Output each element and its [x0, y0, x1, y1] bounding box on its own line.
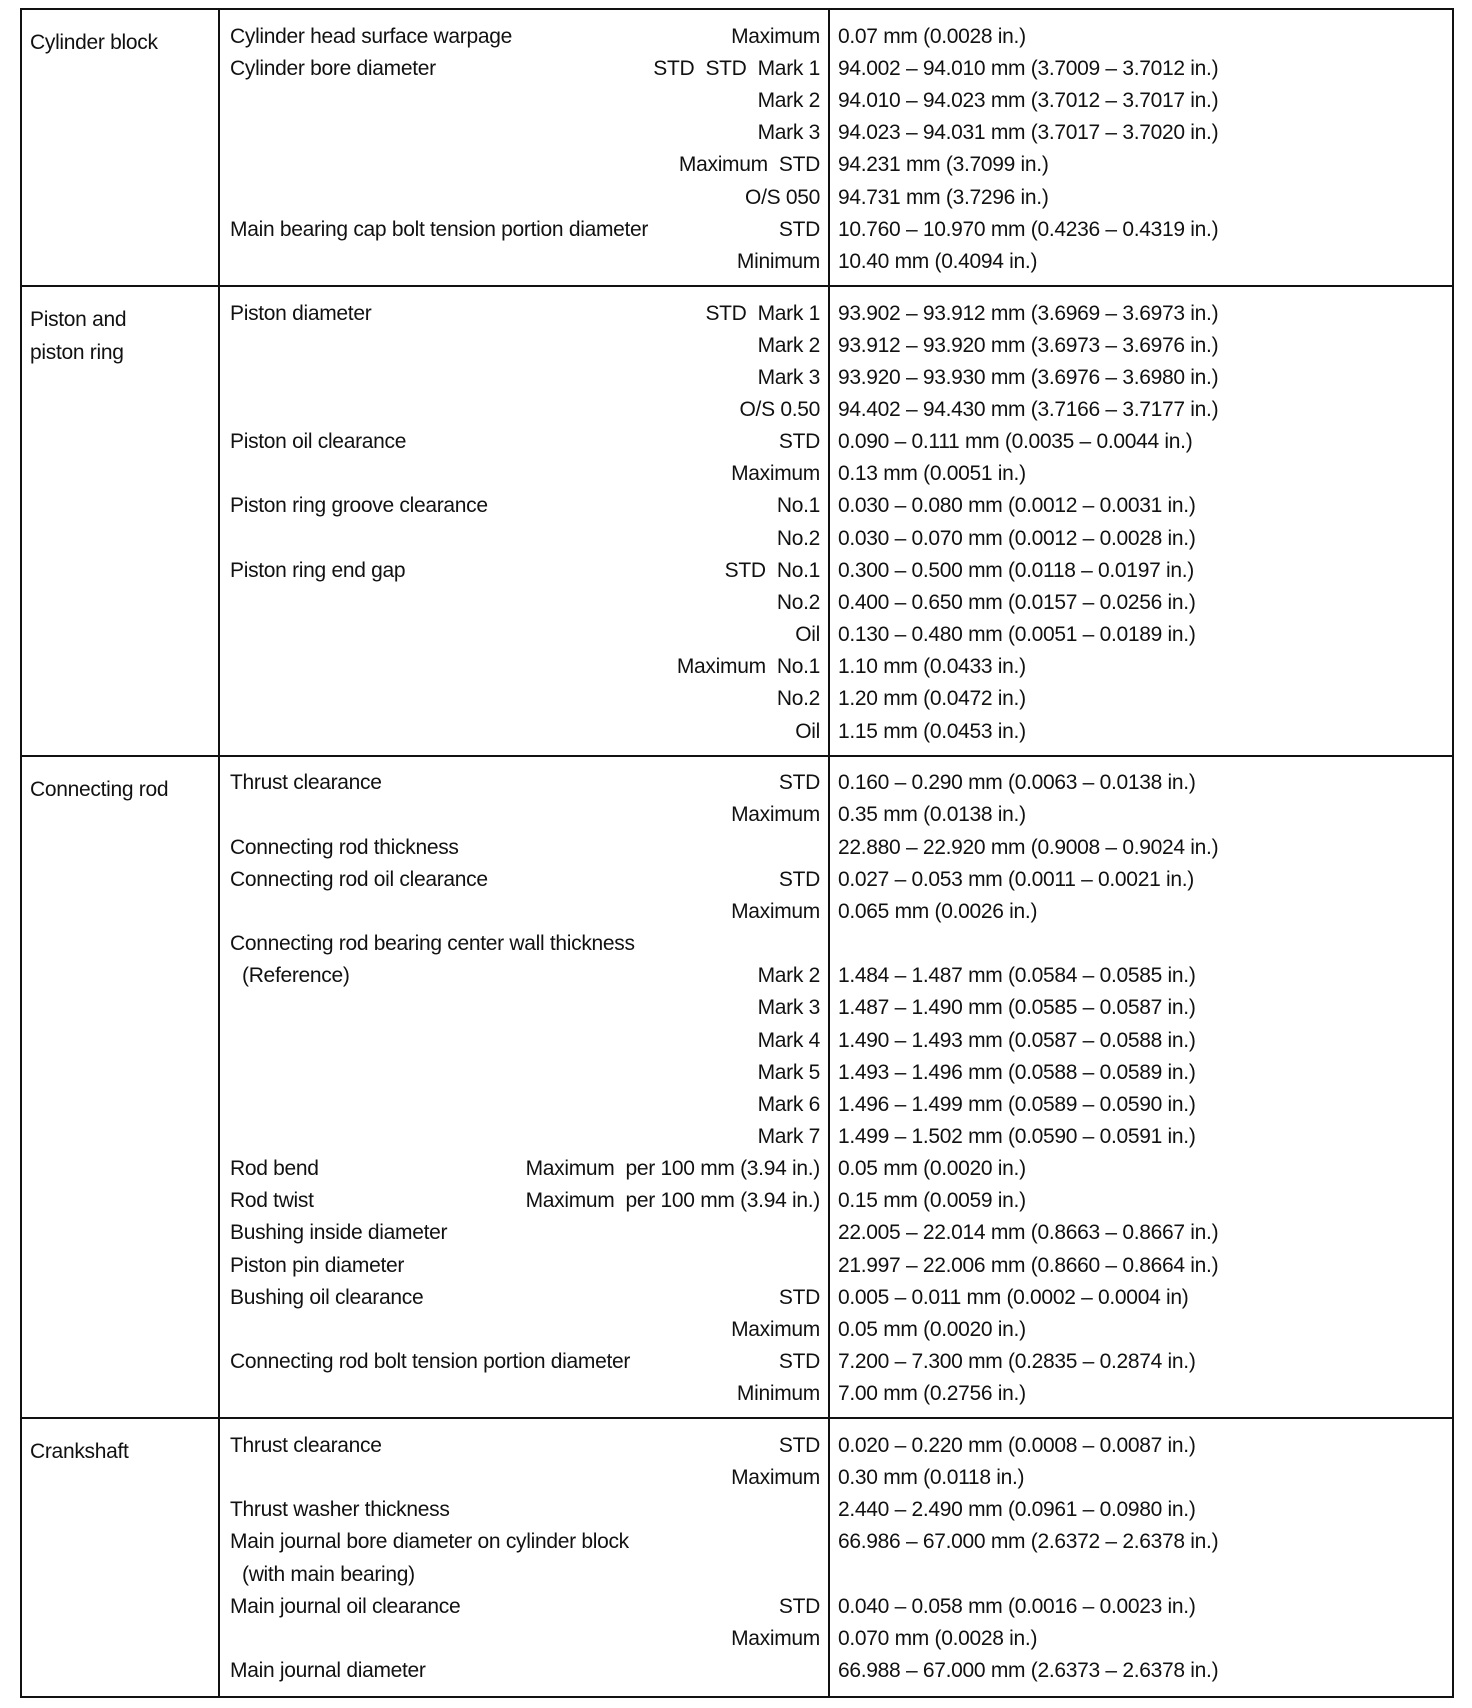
spec-row [220, 618, 828, 651]
item-qualifier: Oil [795, 623, 820, 647]
value-row [830, 1345, 1452, 1378]
value-row [830, 1056, 1452, 1089]
spec-value: 1.490 – 1.493 mm (0.0587 – 0.0588 in.) [838, 1028, 1196, 1052]
item-qualifier: Mark 3 [757, 365, 820, 389]
item-qualifier: Mark 7 [757, 1124, 820, 1148]
item-name: Piston pin diameter [230, 1253, 405, 1277]
spec-row [220, 213, 828, 246]
item-name: Piston diameter [230, 301, 372, 325]
spec-value: 94.023 – 94.031 mm (3.7017 – 3.7020 in.) [838, 121, 1219, 145]
value-row [830, 116, 1452, 149]
item-qualifier: Maximum [731, 803, 820, 827]
item-name: Cylinder bore diameter [230, 56, 436, 80]
spec-value: 94.231 mm (3.7099 in.) [838, 153, 1049, 177]
spec-value: 1.499 – 1.502 mm (0.0590 – 0.0591 in.) [838, 1124, 1196, 1148]
category-cell [22, 1419, 220, 1696]
value-row [830, 297, 1452, 330]
value-row [830, 682, 1452, 715]
value-row [830, 554, 1452, 587]
value-row [830, 1377, 1452, 1410]
spec-row [220, 895, 828, 928]
value-row [830, 1249, 1452, 1282]
spec-value: 0.30 mm (0.0118 in.) [838, 1466, 1025, 1490]
spec-row [220, 1622, 828, 1655]
spec-value: 2.440 – 2.490 mm (0.0961 – 0.0980 in.) [838, 1498, 1196, 1522]
spec-row [220, 425, 828, 458]
spec-row [220, 1152, 828, 1185]
spec-section [22, 1419, 1452, 1696]
spec-value: 10.40 mm (0.4094 in.) [838, 249, 1038, 273]
value-row [830, 715, 1452, 748]
item-cell [220, 10, 830, 285]
value-row [830, 393, 1452, 426]
item-qualifier: STD [778, 217, 820, 241]
spec-value: 0.040 – 0.058 mm (0.0016 – 0.0023 in.) [838, 1594, 1196, 1618]
spec-row [220, 991, 828, 1024]
spec-value: 0.05 mm (0.0020 in.) [838, 1157, 1026, 1181]
item-qualifier: Minimum [736, 249, 820, 273]
spec-row [220, 1377, 828, 1410]
item-qualifier: No.2 [776, 687, 820, 711]
item-name: Main bearing cap bolt tension portion diameter [230, 217, 649, 241]
item-qualifier: STD STD Mark 1 [653, 56, 820, 80]
item-cell [220, 1419, 830, 1696]
spec-value: 0.05 mm (0.0020 in.) [838, 1317, 1026, 1341]
spec-row [220, 1024, 828, 1057]
category-cell [22, 757, 220, 1418]
spec-value: 21.997 – 22.006 mm (0.8660 – 0.8664 in.) [838, 1253, 1219, 1277]
spec-value: 66.986 – 67.000 mm (2.6372 – 2.6378 in.) [838, 1530, 1219, 1554]
value-row [830, 895, 1452, 928]
item-qualifier: Minimum [736, 1382, 820, 1406]
spec-section [22, 757, 1452, 1420]
value-row [830, 1216, 1452, 1249]
spec-value: 93.920 – 93.930 mm (3.6976 – 3.6980 in.) [838, 365, 1219, 389]
spec-value: 0.030 – 0.080 mm (0.0012 – 0.0031 in.) [838, 494, 1196, 518]
value-row [830, 361, 1452, 394]
value-row [830, 245, 1452, 278]
value-row [830, 52, 1452, 85]
category-label: Piston and piston ring [30, 307, 127, 364]
item-qualifier: O/S 050 [745, 185, 820, 209]
item-cell [220, 757, 830, 1418]
spec-row [220, 522, 828, 555]
spec-row [220, 863, 828, 896]
value-row [830, 1590, 1452, 1623]
value-cell [830, 10, 1452, 285]
spec-section [22, 287, 1452, 757]
item-name: (with main bearing) [242, 1562, 415, 1586]
spec-value: 94.402 – 94.430 mm (3.7166 – 3.7177 in.) [838, 398, 1219, 422]
value-cell [830, 1419, 1452, 1696]
item-qualifier: Mark 4 [757, 1028, 820, 1052]
spec-row [220, 329, 828, 362]
value-row [830, 1313, 1452, 1346]
value-row [830, 618, 1452, 651]
spec-value: 0.400 – 0.650 mm (0.0157 – 0.0256 in.) [838, 590, 1196, 614]
item-name: Cylinder head surface warpage [230, 24, 512, 48]
spec-row [220, 1184, 828, 1217]
value-row [830, 991, 1452, 1024]
value-row [830, 522, 1452, 555]
spec-row [220, 554, 828, 587]
item-name: Bushing oil clearance [230, 1285, 424, 1309]
spec-row [220, 1281, 828, 1314]
spec-row [220, 20, 828, 53]
item-qualifier: Maximum [731, 1626, 820, 1650]
item-qualifier: Mark 5 [757, 1060, 820, 1084]
item-qualifier: Mark 2 [757, 89, 820, 113]
spec-row [220, 766, 828, 799]
item-name: Thrust clearance [230, 1433, 382, 1457]
item-name: Piston ring end gap [230, 558, 406, 582]
value-row [830, 959, 1452, 992]
spec-value: 0.35 mm (0.0138 in.) [838, 803, 1026, 827]
spec-row [220, 1088, 828, 1121]
spec-value: 0.090 – 0.111 mm (0.0035 – 0.0044 in.) [838, 430, 1193, 454]
spec-row [220, 297, 828, 330]
spec-value: 10.760 – 10.970 mm (0.4236 – 0.4319 in.) [838, 217, 1219, 241]
item-qualifier: STD [778, 430, 820, 454]
value-row [830, 1429, 1452, 1462]
spec-row [220, 682, 828, 715]
value-row [830, 181, 1452, 214]
category-label: Cylinder block [30, 31, 158, 54]
value-row [830, 1281, 1452, 1314]
spec-row [220, 361, 828, 394]
item-name: Connecting rod bearing center wall thickness [230, 932, 635, 956]
spec-row [220, 393, 828, 426]
spec-row [220, 245, 828, 278]
spec-value: 1.10 mm (0.0433 in.) [838, 655, 1026, 679]
spec-value: 0.065 mm (0.0026 in.) [838, 899, 1038, 923]
item-name: Connecting rod thickness [230, 835, 459, 859]
item-qualifier: STD [778, 867, 820, 891]
value-cell [830, 757, 1452, 1418]
spec-row [220, 1558, 828, 1591]
spec-value: 1.487 – 1.490 mm (0.0585 – 0.0587 in.) [838, 996, 1196, 1020]
spec-row [220, 489, 828, 522]
value-row [830, 831, 1452, 864]
spec-value: 0.300 – 0.500 mm (0.0118 – 0.0197 in.) [838, 558, 1194, 582]
spec-value: 0.160 – 0.290 mm (0.0063 – 0.0138 in.) [838, 771, 1196, 795]
value-row [830, 84, 1452, 117]
item-qualifier: Maximum [731, 462, 820, 486]
spec-value: 1.20 mm (0.0472 in.) [838, 687, 1026, 711]
spec-value: 0.030 – 0.070 mm (0.0012 – 0.0028 in.) [838, 526, 1196, 550]
value-row [830, 798, 1452, 831]
spec-row [220, 959, 828, 992]
spec-value: 66.988 – 67.000 mm (2.6373 – 2.6378 in.) [838, 1658, 1219, 1682]
spec-row [220, 650, 828, 683]
spec-value: 0.07 mm (0.0028 in.) [838, 24, 1026, 48]
value-cell [830, 287, 1452, 755]
spec-value: 0.13 mm (0.0051 in.) [838, 462, 1026, 486]
item-name: Rod twist [230, 1189, 314, 1213]
item-qualifier: STD [778, 1285, 820, 1309]
spec-row [220, 831, 828, 864]
spec-value: 0.020 – 0.220 mm (0.0008 – 0.0087 in.) [838, 1433, 1196, 1457]
spec-row [220, 1493, 828, 1526]
category-label: Connecting rod [30, 777, 169, 801]
spec-value: 0.130 – 0.480 mm (0.0051 – 0.0189 in.) [838, 623, 1196, 647]
value-row [830, 1152, 1452, 1185]
spec-value: 1.15 mm (0.0453 in.) [838, 719, 1026, 743]
spec-section [22, 10, 1452, 287]
spec-row [220, 457, 828, 490]
item-qualifier: No.2 [776, 526, 820, 550]
item-name: (Reference) [242, 964, 350, 988]
spec-row [220, 1590, 828, 1623]
spec-row [220, 1345, 828, 1378]
item-qualifier: Oil [795, 719, 820, 743]
item-name: Main journal diameter [230, 1658, 426, 1682]
spec-row [220, 1056, 828, 1089]
item-qualifier: STD No.1 [724, 558, 820, 582]
item-qualifier: Mark 2 [757, 333, 820, 357]
item-name: Main journal oil clearance [230, 1594, 461, 1618]
item-qualifier: Maximum STD [678, 153, 820, 177]
spec-value: 1.496 – 1.499 mm (0.0589 – 0.0590 in.) [838, 1092, 1196, 1116]
item-qualifier: STD [778, 1350, 820, 1374]
spec-table [20, 8, 1454, 1698]
spec-row [220, 1249, 828, 1282]
spec-row [220, 148, 828, 181]
value-row [830, 863, 1452, 896]
spec-row [220, 181, 828, 214]
spec-value: 0.027 – 0.053 mm (0.0011 – 0.0021 in.) [838, 867, 1194, 891]
item-qualifier: Mark 3 [757, 121, 820, 145]
item-qualifier: Maximum per 100 mm (3.94 in.) [525, 1189, 820, 1213]
spec-row [220, 1429, 828, 1462]
spec-row [220, 1461, 828, 1494]
item-name: Thrust washer thickness [230, 1498, 450, 1522]
spec-row [220, 84, 828, 117]
item-name: Rod bend [230, 1157, 319, 1181]
item-qualifier: Maximum [731, 24, 820, 48]
item-qualifier: Maximum [731, 899, 820, 923]
spec-value: 0.15 mm (0.0059 in.) [838, 1189, 1026, 1213]
item-qualifier: Mark 6 [757, 1092, 820, 1116]
value-row [830, 1184, 1452, 1217]
item-qualifier: No.1 [776, 494, 820, 518]
item-name: Thrust clearance [230, 771, 382, 795]
spec-value: 93.912 – 93.920 mm (3.6973 – 3.6976 in.) [838, 333, 1219, 357]
spec-row [220, 1120, 828, 1153]
value-row [830, 1525, 1452, 1558]
value-row [830, 1654, 1452, 1687]
item-qualifier: STD Mark 1 [705, 301, 820, 325]
value-row [830, 457, 1452, 490]
spec-value: 1.484 – 1.487 mm (0.0584 – 0.0585 in.) [838, 964, 1196, 988]
item-qualifier: STD [778, 1594, 820, 1618]
item-qualifier: Mark 2 [757, 964, 820, 988]
value-row [830, 1024, 1452, 1057]
value-row [830, 1088, 1452, 1121]
value-row [830, 1493, 1452, 1526]
value-row [830, 329, 1452, 362]
item-name: Piston oil clearance [230, 430, 407, 454]
value-row [830, 1120, 1452, 1153]
spec-value: 22.005 – 22.014 mm (0.8663 – 0.8667 in.) [838, 1221, 1219, 1245]
category-cell [22, 287, 220, 755]
value-row [830, 489, 1452, 522]
value-row [830, 586, 1452, 619]
item-qualifier: STD [778, 771, 820, 795]
value-row [830, 148, 1452, 181]
category-label: Crankshaft [30, 1440, 129, 1464]
spec-row [220, 798, 828, 831]
item-qualifier: Mark 3 [757, 996, 820, 1020]
spec-value: 7.200 – 7.300 mm (0.2835 – 0.2874 in.) [838, 1350, 1196, 1374]
spec-value: 0.070 mm (0.0028 in.) [838, 1626, 1038, 1650]
value-row [830, 1461, 1452, 1494]
item-name: Connecting rod bolt tension portion diameter [230, 1350, 631, 1374]
item-qualifier: Maximum [731, 1317, 820, 1341]
item-name: Piston ring groove clearance [230, 494, 488, 518]
item-qualifier: O/S 0.50 [739, 398, 820, 422]
item-qualifier: STD [778, 1433, 820, 1457]
spec-row [220, 715, 828, 748]
spec-value: 7.00 mm (0.2756 in.) [838, 1382, 1026, 1406]
item-name: Bushing inside diameter [230, 1221, 448, 1245]
spec-value: 0.005 – 0.011 mm (0.0002 – 0.0004 in) [838, 1285, 1189, 1309]
spec-value: 22.880 – 22.920 mm (0.9008 – 0.9024 in.) [838, 835, 1219, 859]
spec-value: 93.902 – 93.912 mm (3.6969 – 3.6973 in.) [838, 301, 1219, 325]
value-row [830, 650, 1452, 683]
spec-row [220, 927, 828, 960]
item-qualifier: Maximum per 100 mm (3.94 in.) [525, 1157, 820, 1181]
spec-value: 1.493 – 1.496 mm (0.0588 – 0.0589 in.) [838, 1060, 1196, 1084]
value-row [830, 20, 1452, 53]
value-row [830, 425, 1452, 458]
spec-value: 94.002 – 94.010 mm (3.7009 – 3.7012 in.) [838, 56, 1219, 80]
value-row [830, 766, 1452, 799]
spec-value: 94.731 mm (3.7296 in.) [838, 185, 1049, 209]
item-qualifier: Maximum [731, 1466, 820, 1490]
value-row [830, 213, 1452, 246]
item-qualifier: Maximum No.1 [676, 655, 820, 679]
category-cell [22, 10, 220, 285]
spec-row [220, 116, 828, 149]
spec-row [220, 1654, 828, 1687]
value-row [830, 1622, 1452, 1655]
item-name: Connecting rod oil clearance [230, 867, 488, 891]
spec-row [220, 1313, 828, 1346]
item-name: Main journal bore diameter on cylinder block [230, 1530, 629, 1554]
spec-row [220, 1216, 828, 1249]
item-cell [220, 287, 830, 755]
spec-value: 94.010 – 94.023 mm (3.7012 – 3.7017 in.) [838, 89, 1219, 113]
spec-row [220, 52, 828, 85]
spec-row [220, 586, 828, 619]
item-qualifier: No.2 [776, 590, 820, 614]
spec-row [220, 1525, 828, 1558]
